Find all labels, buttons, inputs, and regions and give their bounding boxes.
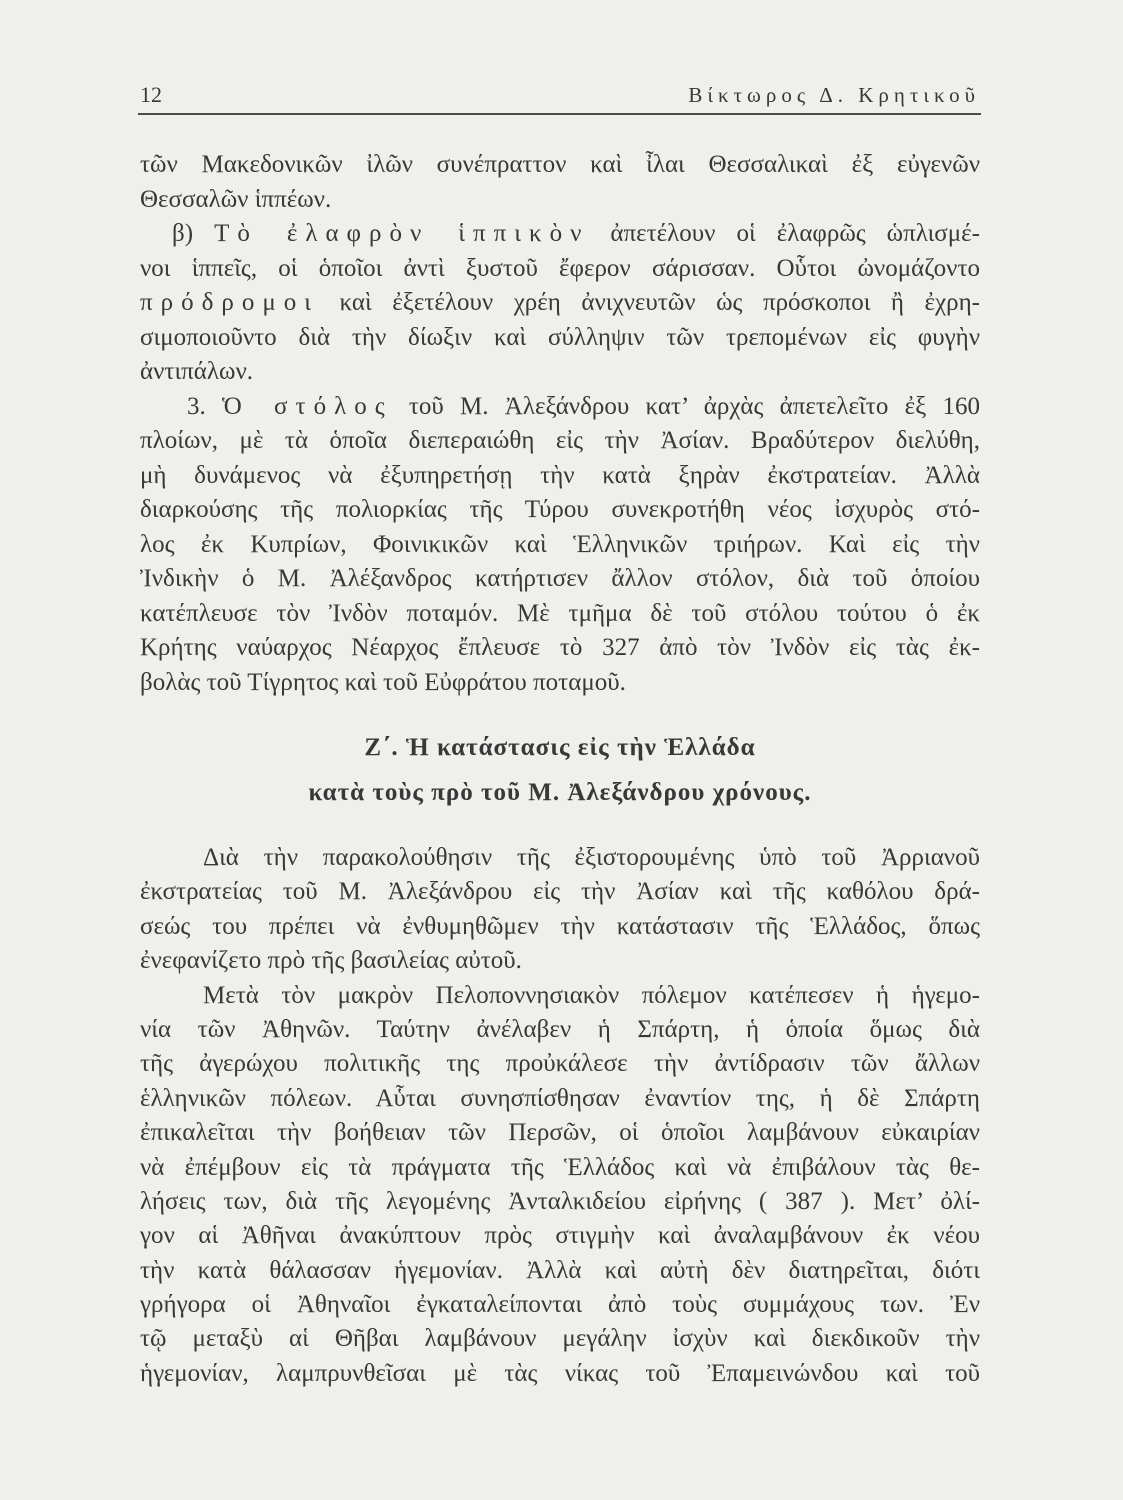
header-rule <box>138 113 981 115</box>
text-line: λος ἐκ Κυπρίων, Φοινικικῶν καὶ Ἑλληνικῶν τριήρων. Καὶ εἰς τὴν <box>140 530 980 558</box>
text-line: τῷ μεταξὺ αἱ Θῆβαι λαμβάνουν μεγάλην ἰσχὺν καὶ διεκδικοῦν τὴν <box>140 1325 980 1353</box>
paragraph <box>140 217 980 390</box>
spaced-emphasis: πρόδρομοι <box>140 289 319 316</box>
page-number: 12 <box>140 82 162 107</box>
text-line: κατέπλευσε τὸν Ἰνδὸν ποταμόν. Μὲ τμῆμα δὲ τοῦ στόλου τούτου ὁ ἐκ <box>140 599 980 627</box>
text-line: λήσεις των, διὰ τῆς λεγομένης Ἀνταλκιδείου εἰρήνης ( 387 ). Μετ’ ὀλί- <box>140 1187 980 1215</box>
line-text: καὶ ἐξετέλουν χρέη ἀνιχνευτῶν ὡς πρόσκοποι ἢ ἐχρη- <box>318 289 980 316</box>
text-line: Θεσσαλῶν ἱππέων. <box>140 185 332 213</box>
text-line <box>140 390 980 425</box>
text-line: γον αἱ Ἀθῆναι ἀνακύπτουν πρὸς στιγμὴν καὶ ἀναλαμβάνουν ἐκ νέου <box>140 1222 980 1250</box>
list-marker: β) <box>172 220 215 247</box>
text-line: τὴν κατὰ θάλασσαν ἡγεμονίαν. Ἀλλὰ καὶ αὐτὴ δὲν διατηρεῖται, διότι <box>140 1256 980 1284</box>
text-line: βολὰς τοῦ Τίγρητος καὶ τοῦ Εὐφράτου ποταμοῦ. <box>140 668 626 696</box>
text-line: Κρήτης ναύαρχος Νέαρχος ἔπλευσε τὸ 327 ἀπὸ τὸν Ἰνδὸν εἰς τὰς ἐκ- <box>140 634 980 661</box>
paragraph <box>140 390 980 701</box>
text-line: Διὰ τὴν παρακολούθησιν τῆς ἐξιστορουμένης ὑπὸ τοῦ Ἀρριανοῦ <box>203 844 980 871</box>
text-line: ἐκστρατείας τοῦ Μ. Ἀλεξάνδρου εἰς τὴν Ἀσίαν καὶ τῆς καθόλου δρά- <box>140 878 980 906</box>
text-line: μὴ δυνάμενος νὰ ἐξυπηρετήσῃ τὴν κατὰ ξηρὰν ἐκστρατείαν. Ἀλλὰ <box>140 461 980 489</box>
text-line: Ἰνδικὴν ὁ Μ. Ἀλέξανδρος κατήρτισεν ἄλλον στόλον, διὰ τοῦ ὁποίου <box>140 565 980 592</box>
text-line: Μετὰ τὸν μακρὸν Πελοποννησιακὸν πόλεμον κατέπεσεν ἡ ἡγεμο- <box>203 981 980 1009</box>
paragraph <box>140 841 980 979</box>
list-marker: 3. <box>187 392 223 420</box>
spaced-emphasis: Τὸ ἐλαφρὸν ἱππικὸν <box>214 220 590 247</box>
text-line <box>140 217 980 252</box>
running-title: Βίκτωρος Δ. Κρητικοῦ <box>688 83 980 107</box>
text-line: διαρκούσης τῆς πολιορκίας τῆς Τύρου συνεκροτήθη νέος ἰσχυρὸς στό- <box>140 496 980 523</box>
text-line: νία τῶν Ἀθηνῶν. Ταύτην ἀνέλαβεν ἡ Σπάρτη, ἡ ὁποία ὅμως διὰ <box>140 1015 980 1043</box>
text-line: τῶν Μακεδονικῶν ἰλῶν συνέπραττον καὶ ἶλαι Θεσσαλικαὶ ἐξ εὐγενῶν <box>140 151 980 178</box>
line-text: τοῦ Μ. Ἀλεξάνδρου κατ’ ἀρχὰς ἀπετελεῖτο ἐξ 160 <box>392 392 980 420</box>
text-block-upper <box>140 148 980 700</box>
paragraph <box>140 148 980 217</box>
text-line: ἀντιπάλων. <box>140 358 254 385</box>
line-text: ἀπετέλουν οἱ ἐλαφρῶς ὡπλισμέ- <box>589 220 981 247</box>
text-line: ἡγεμονίαν, λαμπρυνθεῖσαι μὲ τὰς νίκας τοῦ Ἐπαμεινώνδου καὶ τοῦ <box>140 1359 980 1387</box>
paragraph <box>140 979 980 1392</box>
spaced-emphasis: Ὁ στόλος <box>222 392 393 420</box>
section-heading: Ζ΄. Ἡ κατάστασις εἰς τὴν Ἑλλάδα <box>364 734 756 761</box>
text-line: γρήγορα οἱ Ἀθηναῖοι ἐγκαταλείπονται ἀπὸ τοὺς συμμάχους των. Ἐν <box>140 1291 980 1319</box>
text-line: τῆς ἀγερώχου πολιτικῆς της προὐκάλεσε τὴν ἀντίδρασιν τῶν ἄλλων <box>140 1050 980 1078</box>
text-line: νοι ἱππεῖς, οἱ ὁποῖοι ἀντὶ ξυστοῦ ἔφερον σάρισσαν. Οὗτοι ὠνομάζοντο <box>140 254 980 282</box>
text-line: ἑλληνικῶν πόλεων. Αὗται συνησπίσθησαν ἐναντίον της, ἡ δὲ Σπάρτη <box>140 1084 980 1112</box>
text-line: ἐπικαλεῖται τὴν βοήθειαν τῶν Περσῶν, οἱ ὁποῖοι λαμβάνουν εὐκαιρίαν <box>140 1119 980 1147</box>
text-block-lower <box>140 841 980 1391</box>
text-line: ἐνεφανίζετο πρὸ τῆς βασιλείας αὐτοῦ. <box>140 947 522 975</box>
text-line: σιμοποιοῦντο διὰ τὴν δίωξιν καὶ σύλληψιν τῶν τρεπομένων εἰς φυγὴν <box>140 323 980 351</box>
section-heading-subline: κατὰ τοὺς πρὸ τοῦ Μ. Ἀλεξάνδρου χρόνους. <box>308 779 812 806</box>
text-line: σεώς του πρέπει νὰ ἐνθυμηθῶμεν τὴν κατάστασιν τῆς Ἑλλάδος, ὅπως <box>140 912 980 940</box>
text-line: νὰ ἐπέμβουν εἰς τὰ πράγματα τῆς Ἑλλάδος καὶ νὰ ἐπιβάλουν τὰς θε- <box>140 1153 980 1181</box>
text-line: πλοίων, μὲ τὰ ὁποῖα διεπεραιώθη εἰς τὴν Ἀσίαν. Βραδύτερον διελύθη, <box>140 427 980 454</box>
text-line <box>140 286 980 321</box>
